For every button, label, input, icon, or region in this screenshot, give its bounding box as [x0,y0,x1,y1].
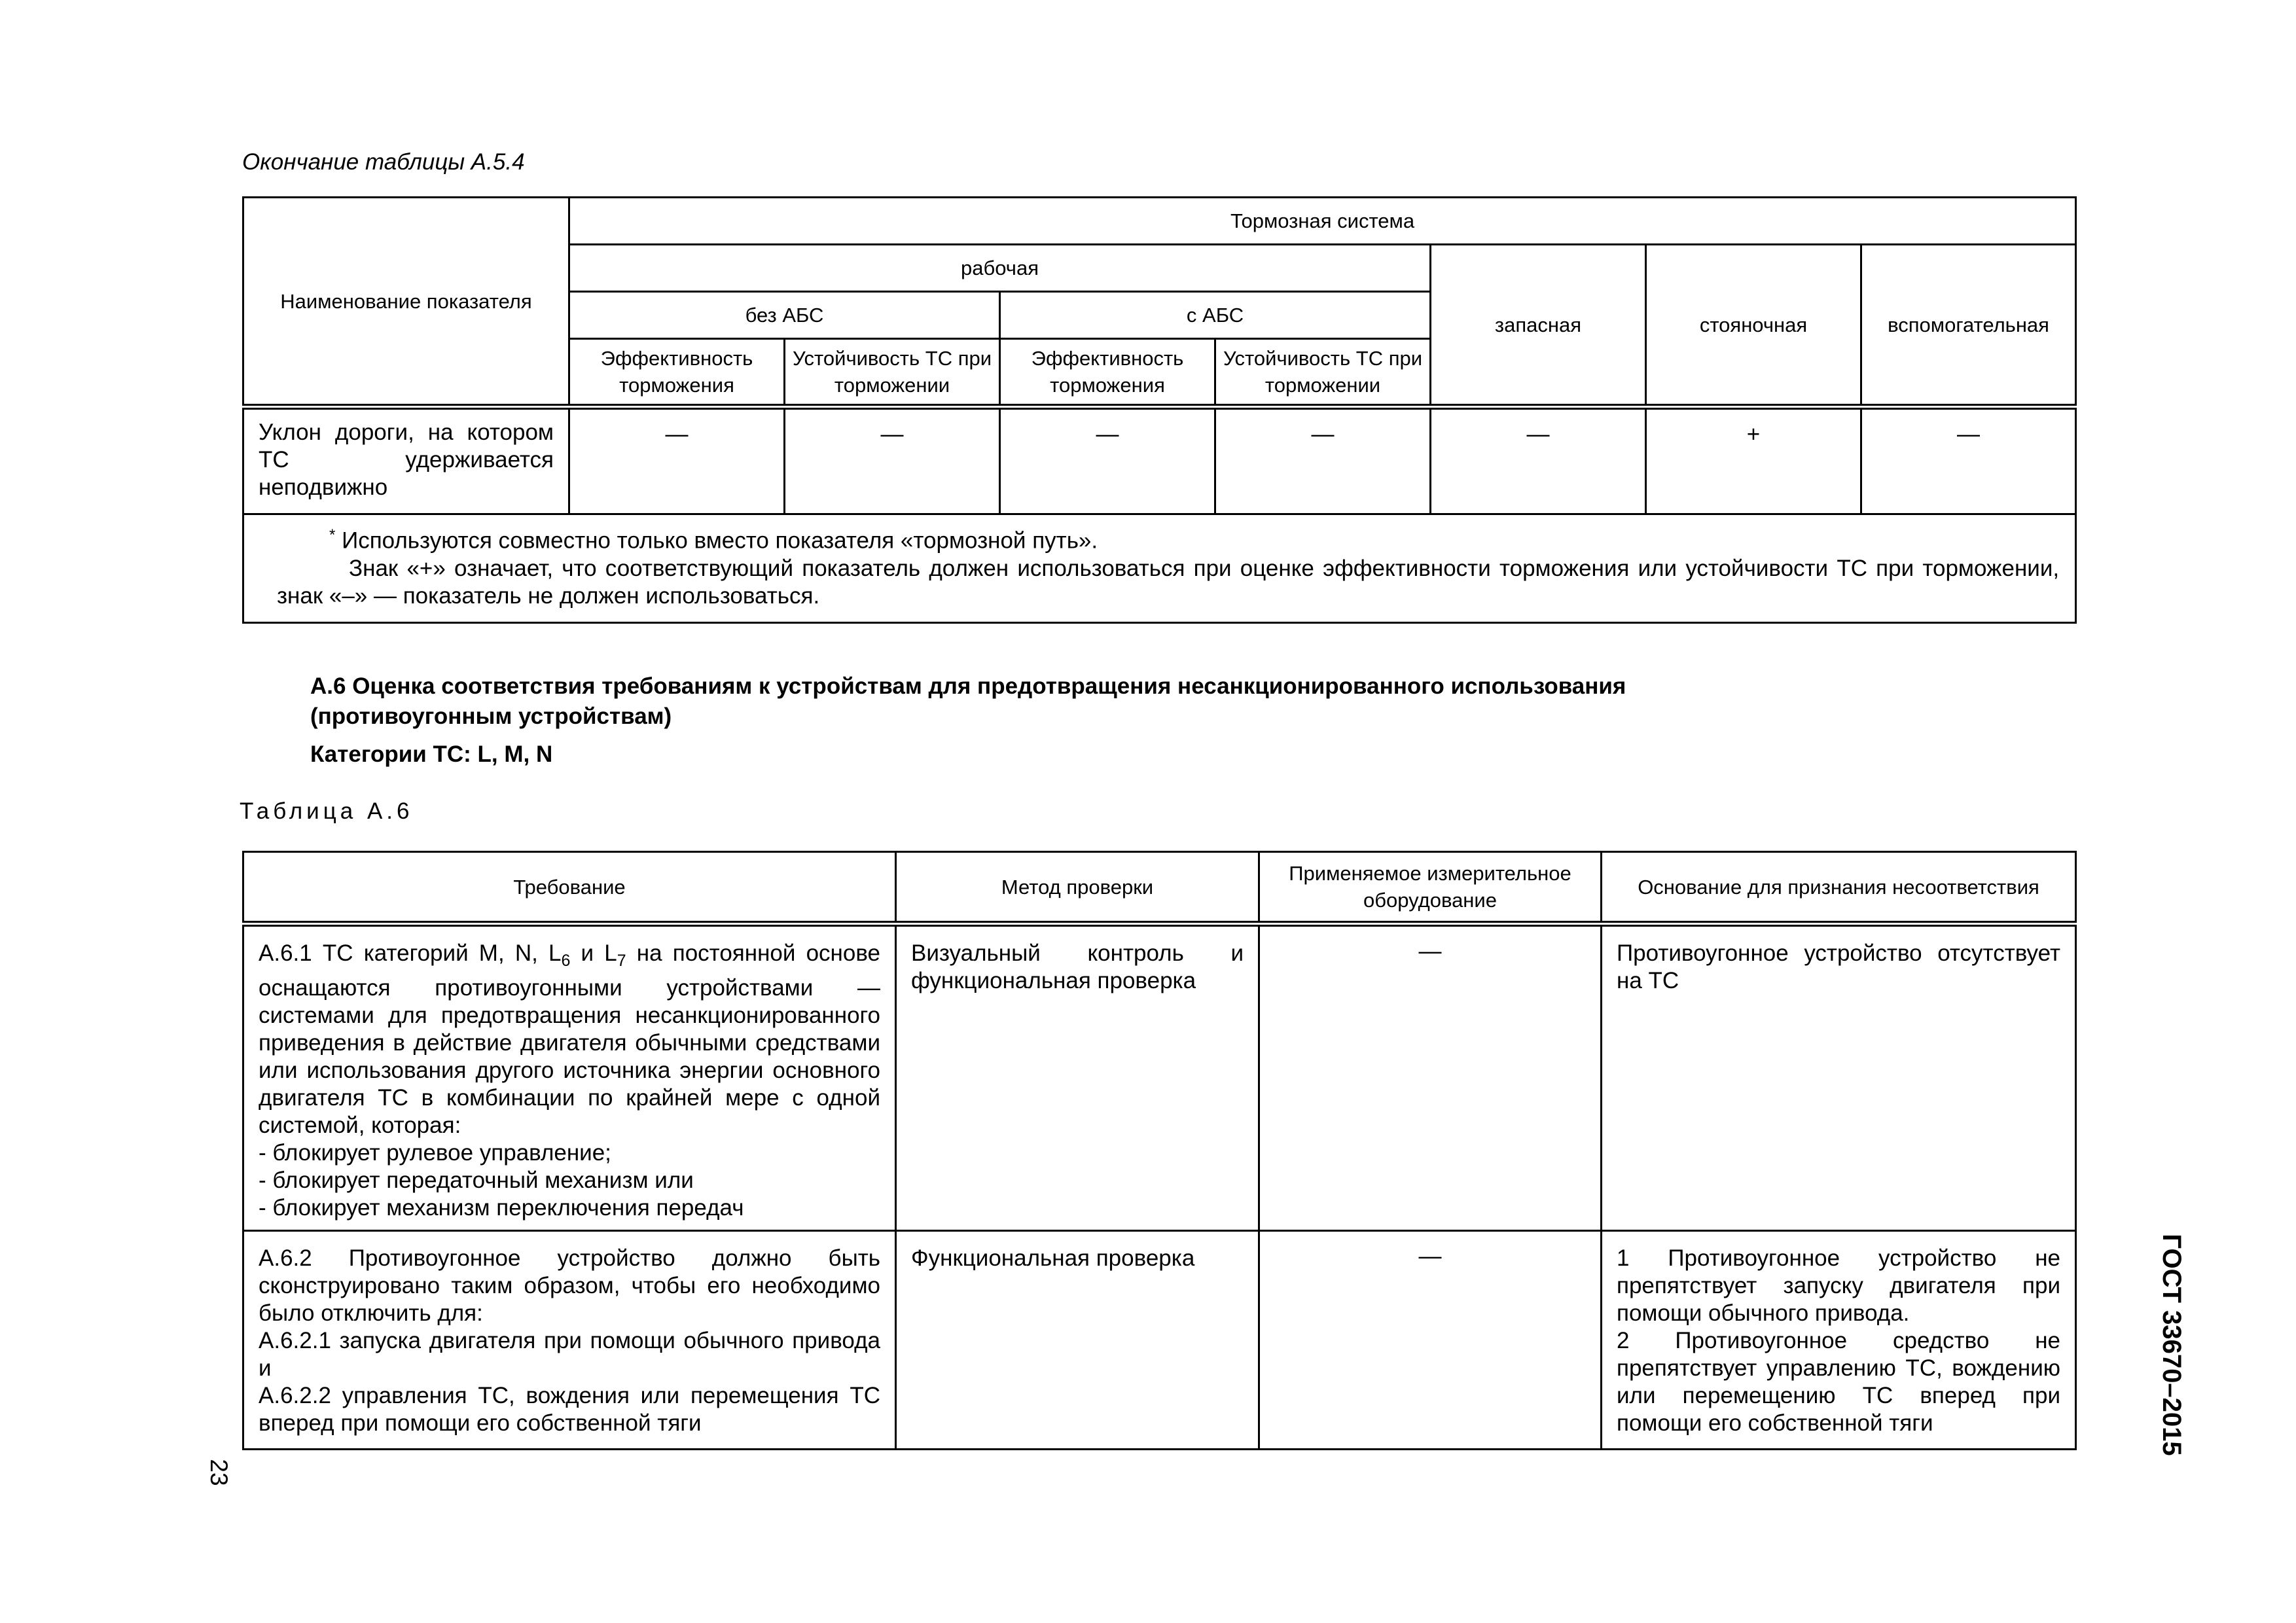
req-a62-para: А.6.2 Противоугонное устройство должно быть сконструировано таким образом, чтобы его необходимо было отключить для: [259,1245,880,1326]
value-cell: + [1646,407,1861,514]
header-equipment: Применяемое измерительное оборудование [1259,852,1602,924]
value-cell: — [569,407,785,514]
basis-a62 [1602,1231,2076,1450]
value-cell: — [1431,407,1646,514]
basis-a62-para: 2 Противоугонное средство не препятствует управлению ТС, вождению или перемещению ТС вперед при помощи его собственной тяги [1617,1328,2060,1436]
basis-a61: Противоугонное устройство отсутствует на ТС [1602,924,2076,1231]
req-a61-list-item: - блокирует механизм переключения передач [259,1195,744,1221]
value-cell: — [785,407,1000,514]
header-with-abs: с АБС [1000,292,1431,339]
footnote-mark: * [329,526,336,544]
value-cell: — [1861,407,2076,514]
header-efficiency-1: Эффективность торможения [569,339,785,407]
header-no-abs: без АБС [569,292,1000,339]
header-parking: стояночная [1646,245,1861,407]
req-a61-list-item: - блокирует передаточный механизм или [259,1168,694,1193]
document-code: ГОСТ 33670–2015 [2157,1234,2186,1456]
req-a61-sub: 6 [561,952,571,970]
req-a62-para: А.6.2.1 запуска двигателя при помощи обычного привода и [259,1328,880,1381]
section-title-line-2: (противоугонным устройствам) [310,704,672,729]
footnote-sign-legend: Знак «+» означает, что соответствующий показатель должен использоваться при оценке эффективности торможения или устойчивости ТС при торможении, знак «–» — показатель не должен использоваться. [277,555,2060,609]
footnote-text: Используются совместно только вместо показателя «тормозной путь». [342,527,1098,554]
header-brake-system: Тормозная система [569,198,2076,245]
section-title [310,671,2077,732]
header-requirement: Требование [243,852,896,924]
header-stability-1: Устойчивость ТС при торможении [785,339,1000,407]
req-a61-text: и L [570,940,617,966]
header-working: рабочая [569,245,1431,292]
brake-table [242,196,2077,624]
table-label: Таблица А.6 [240,798,414,824]
value-cell: — [1000,407,1215,514]
value-cell: — [1215,407,1431,514]
method-a61: Визуальный контроль и функциональная проверка [896,924,1259,1231]
row-label-slope: Уклон дороги, на котором ТС удерживается неподвижно [243,407,569,514]
requirement-a62 [243,1231,896,1450]
header-auxiliary: вспомогательная [1861,245,2076,407]
table-caption: Окончание таблицы А.5.4 [242,149,525,175]
header-indicator-name: Наименование показателя [243,198,569,407]
req-a61-text: на постоянной основе оснащаются противоугонными устройствами — системами для предотвращения несанкционированного приведения в действие двигателя обычными средствами или использования другого источника энергии основного двигателя ТС в комбинации по крайней мере с одной системой, которая: [259,940,881,1138]
header-basis: Основание для признания несоответствия [1602,852,2076,924]
page-number: 23 [206,1459,232,1486]
equipment-a61: — [1259,924,1602,1231]
header-spare: запасная [1431,245,1646,407]
header-stability-2: Устойчивость ТС при торможении [1215,339,1431,407]
equipment-a62: — [1259,1231,1602,1450]
req-a61-text: А.6.1 ТС категорий М, N, L [259,940,562,966]
method-a62: Функциональная проверка [896,1231,1259,1450]
basis-a62-para: 1 Противоугонное устройство не препятствует запуску двигателя при помощи обычного привода. [1617,1245,2060,1326]
requirement-a61 [243,924,896,1231]
table-footnote [243,514,2076,623]
header-efficiency-2: Эффективность торможения [1000,339,1215,407]
section-title-line-1: А.6 Оценка соответствия требованиям к устройствам для предотвращения несанкционированного использования [310,673,1626,699]
req-a61-list-item: - блокирует рулевое управление; [259,1140,611,1166]
anti-theft-table [242,851,2077,1450]
req-a62-para: А.6.2.2 управления ТС, вождения или перемещения ТС вперед при помощи его собственной тяги [259,1383,880,1436]
vehicle-categories: Категории ТС: L, M, N [310,741,553,767]
header-method: Метод проверки [896,852,1259,924]
req-a61-sub: 7 [617,952,626,970]
